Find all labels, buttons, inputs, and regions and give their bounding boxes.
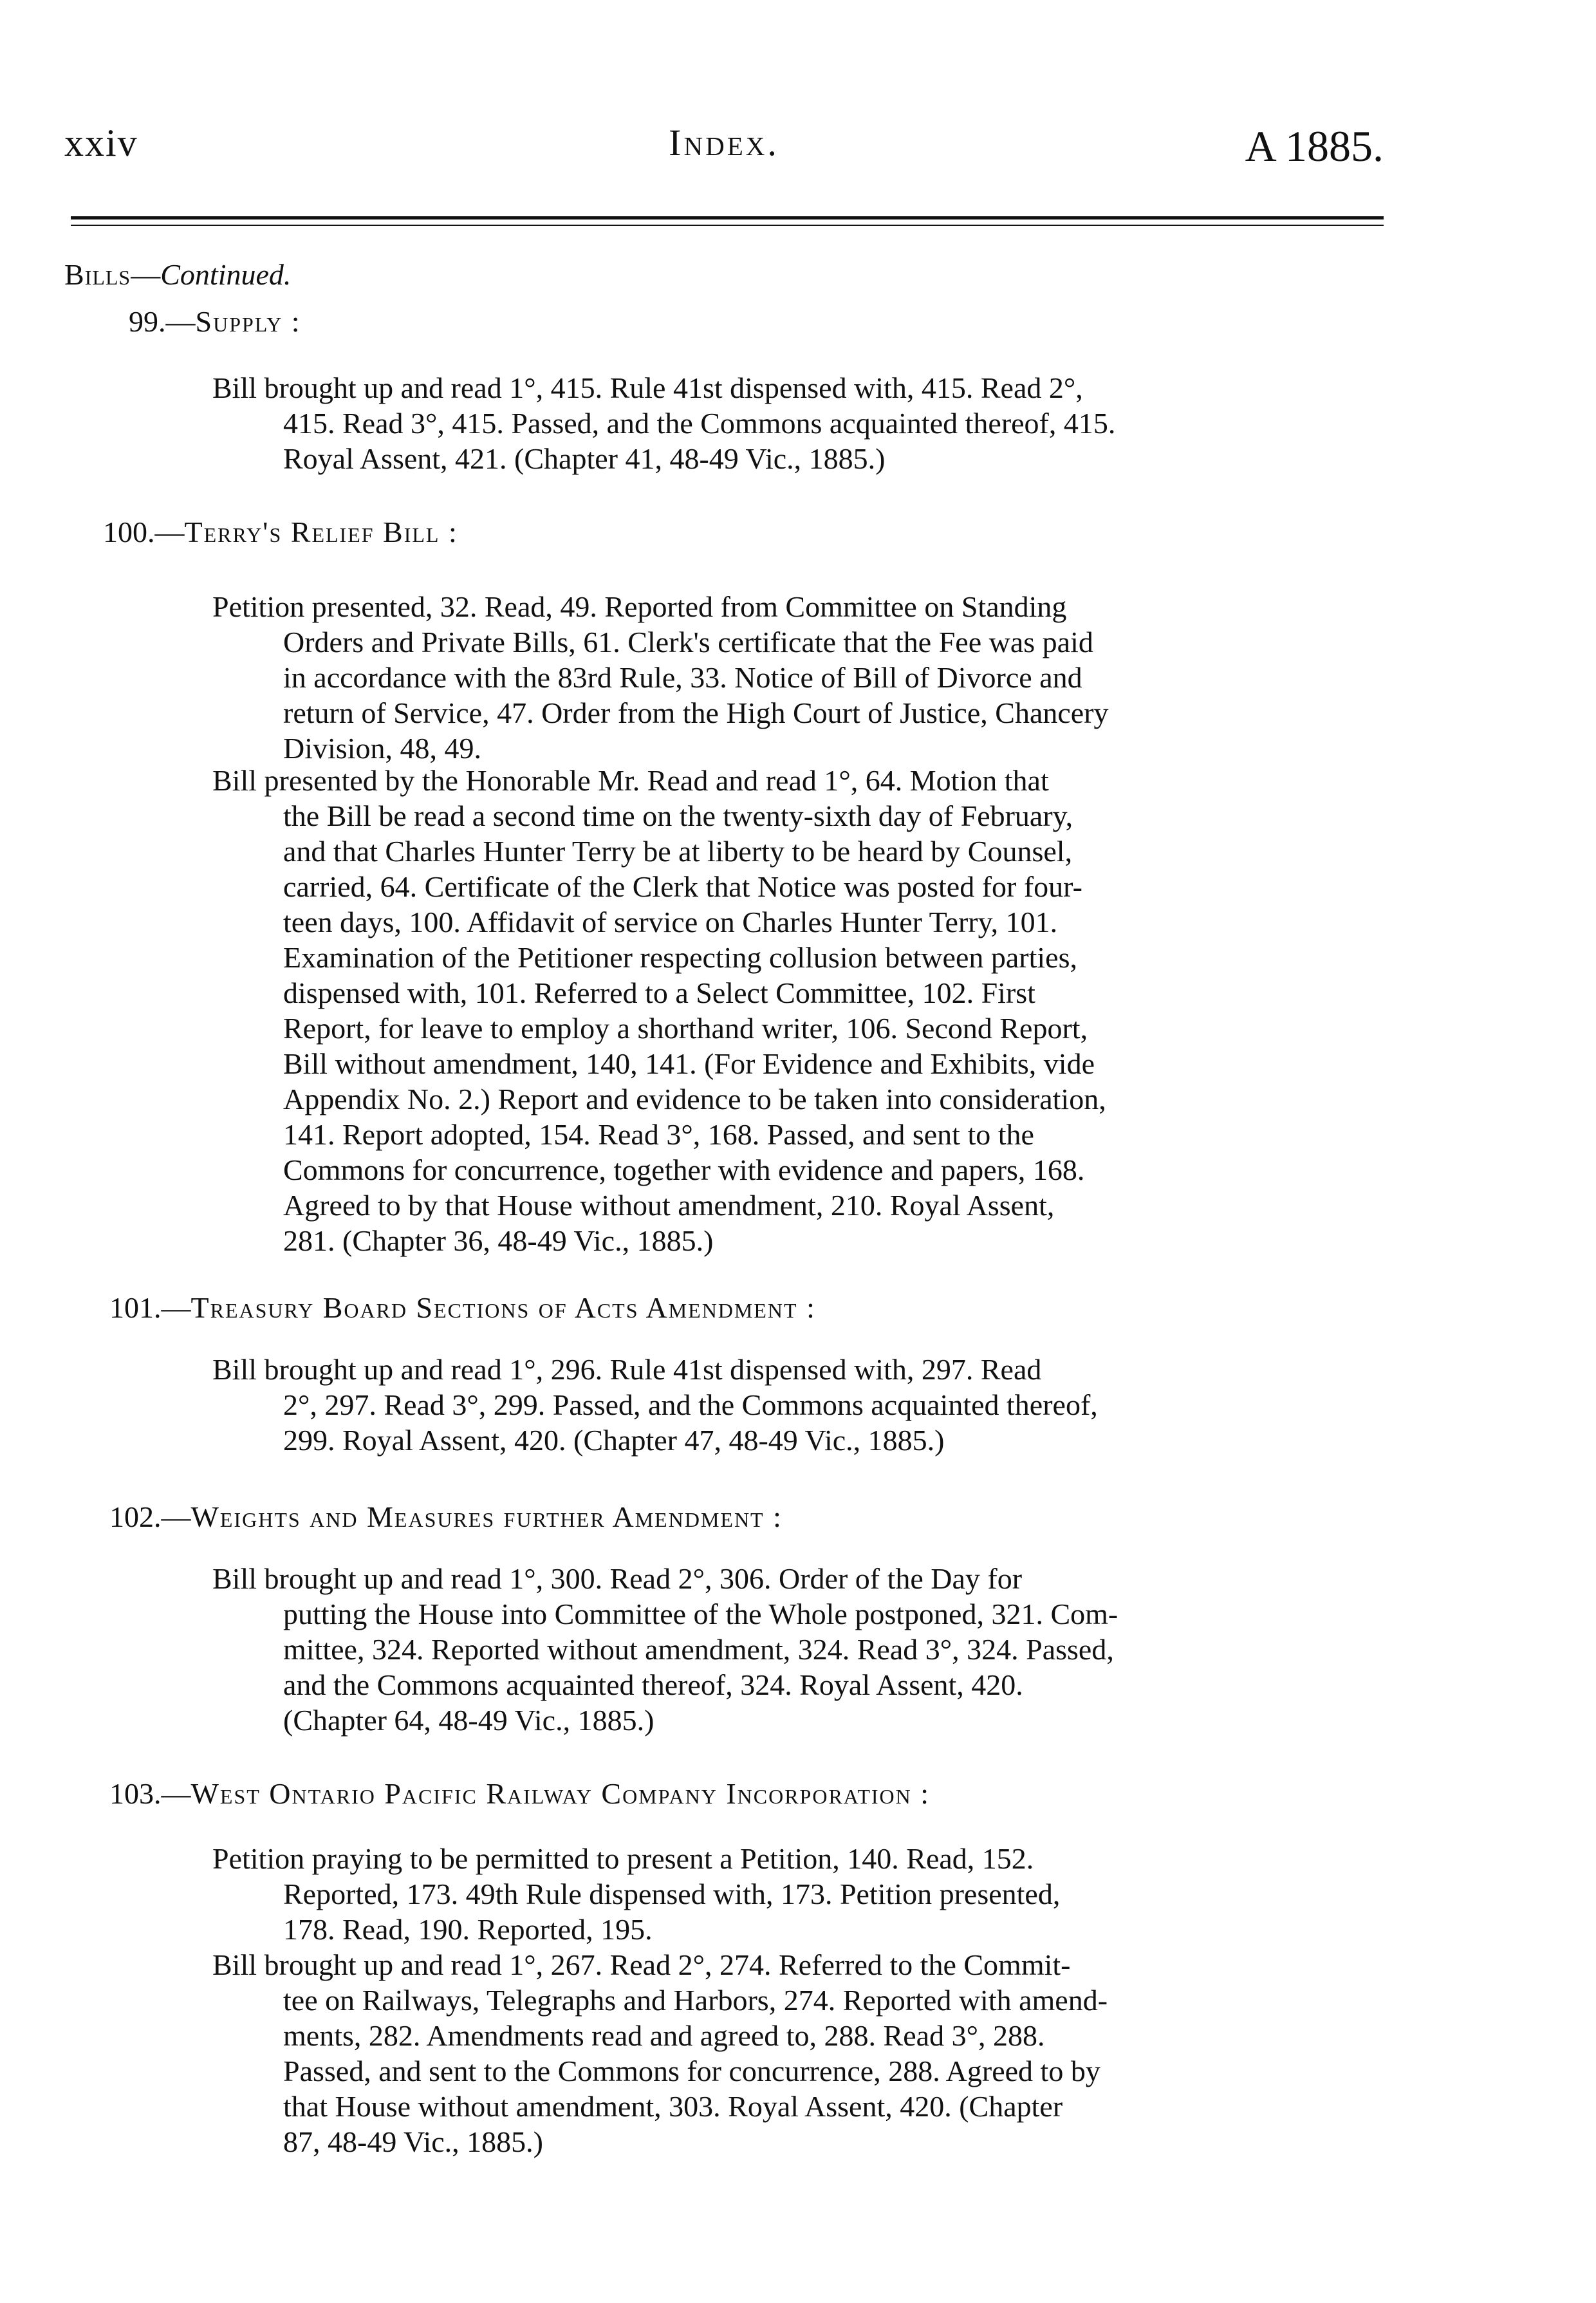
text-line: carried, 64. Certificate of the Clerk that Notice was posted for four- xyxy=(283,870,1082,903)
entry-heading xyxy=(109,1776,930,1811)
entry-number: 101.— xyxy=(109,1291,191,1324)
entry-number: 99.— xyxy=(129,305,196,338)
entry-paragraph xyxy=(212,1841,1390,1947)
text-line: 415. Read 3°, 415. Passed, and the Commons acquainted thereof, 415. xyxy=(283,407,1116,440)
text-line: return of Service, 47. Order from the High Court of Justice, Chancery xyxy=(283,696,1109,729)
header-rule-thin xyxy=(71,225,1384,226)
entry-paragraph xyxy=(212,370,1390,476)
entry-title: Treasury Board Sections of Acts Amendment : xyxy=(190,1291,816,1324)
page-header xyxy=(64,121,1384,179)
text-line: and that Charles Hunter Terry be at liberty to be heard by Counsel, xyxy=(283,835,1073,868)
text-line: 141. Report adopted, 154. Read 3°, 168. Passed, and sent to the xyxy=(283,1118,1034,1151)
page-title: Index. xyxy=(669,122,779,163)
entry-title: Supply : xyxy=(195,305,301,338)
text-line: Bill brought up and read 1°, 267. Read 2°, 274. Referred to the Commit- xyxy=(212,1948,1071,1981)
text-line: Royal Assent, 421. (Chapter 41, 48-49 Vic., 1885.) xyxy=(283,442,886,475)
text-line: in accordance with the 83rd Rule, 33. Notice of Bill of Divorce and xyxy=(283,661,1082,694)
text-line: 281. (Chapter 36, 48-49 Vic., 1885.) xyxy=(283,1224,714,1257)
text-line: tee on Railways, Telegraphs and Harbors, 274. Reported with amend- xyxy=(283,1984,1108,2017)
page-number: xxiv xyxy=(64,122,138,164)
text-line: Bill brought up and read 1°, 300. Read 2°, 306. Order of the Day for xyxy=(212,1562,1023,1595)
section-dash: — xyxy=(131,258,161,291)
text-line: Reported, 173. 49th Rule dispensed with, 173. Petition presented, xyxy=(283,1878,1061,1910)
entry-paragraph xyxy=(212,589,1390,766)
text-line: 87, 48-49 Vic., 1885.) xyxy=(283,2125,543,2158)
text-line: Bill presented by the Honorable Mr. Read and read 1°, 64. Motion that xyxy=(212,764,1049,797)
text-line: Appendix No. 2.) Report and evidence to be taken into consideration, xyxy=(283,1083,1106,1115)
text-line: Bill without amendment, 140, 141. (For Evidence and Exhibits, vide xyxy=(283,1047,1095,1080)
text-line: (Chapter 64, 48-49 Vic., 1885.) xyxy=(283,1704,654,1737)
text-line: Bill brought up and read 1°, 296. Rule 41st dispensed with, 297. Read xyxy=(212,1353,1042,1386)
text-line: Report, for leave to employ a shorthand writer, 106. Second Report, xyxy=(283,1012,1088,1045)
entry-title: West Ontario Pacific Railway Company Incorporation : xyxy=(190,1777,931,1810)
entry-paragraph xyxy=(212,1561,1390,1738)
continued-heading xyxy=(64,257,291,292)
entry-paragraph xyxy=(212,1352,1390,1458)
text-line: Examination of the Petitioner respecting collusion between parties, xyxy=(283,941,1077,974)
text-line: Agreed to by that House without amendment, 210. Royal Assent, xyxy=(283,1189,1055,1222)
text-line: the Bill be read a second time on the twenty-sixth day of February, xyxy=(283,799,1073,832)
text-line: Commons for concurrence, together with evidence and papers, 168. xyxy=(283,1153,1085,1186)
text-line: mittee, 324. Reported without amendment, 324. Read 3°, 324. Passed, xyxy=(283,1633,1114,1666)
text-line: Passed, and sent to the Commons for concurrence, 288. Agreed to by xyxy=(283,2055,1100,2087)
text-line: 2°, 297. Read 3°, 299. Passed, and the Commons acquainted thereof, xyxy=(283,1388,1098,1421)
continued-note: Continued. xyxy=(160,258,292,291)
text-line: and the Commons acquainted thereof, 324. Royal Assent, 420. xyxy=(283,1668,1023,1701)
section-name: Bills xyxy=(64,258,131,291)
entry-number: 102.— xyxy=(109,1500,191,1533)
text-line: teen days, 100. Affidavit of service on Charles Hunter Terry, 101. xyxy=(283,906,1058,938)
text-line: ments, 282. Amendments read and agreed to, 288. Read 3°, 288. xyxy=(283,2019,1045,2052)
header-rule-thick xyxy=(71,216,1384,219)
text-line: 299. Royal Assent, 420. (Chapter 47, 48-49 Vic., 1885.) xyxy=(283,1424,945,1457)
text-line: Bill brought up and read 1°, 415. Rule 41st dispensed with, 415. Read 2°, xyxy=(212,371,1083,404)
entry-heading xyxy=(109,1500,783,1534)
entry-number: 100.— xyxy=(103,516,185,548)
text-line: Orders and Private Bills, 61. Clerk's certificate that the Fee was paid xyxy=(283,626,1093,658)
entry-paragraph xyxy=(212,763,1390,1258)
entry-number: 103.— xyxy=(109,1777,191,1810)
entry-heading xyxy=(109,1291,816,1325)
entry-title: Terry's Relief Bill : xyxy=(184,516,458,548)
text-line: that House without amendment, 303. Royal Assent, 420. (Chapter xyxy=(283,2090,1063,2123)
entry-title: Weights and Measures further Amendment : xyxy=(190,1500,783,1533)
text-line: putting the House into Committee of the Whole postponed, 321. Com- xyxy=(283,1598,1118,1630)
page-year: A 1885. xyxy=(1245,122,1384,171)
text-line: dispensed with, 101. Referred to a Select Committee, 102. First xyxy=(283,976,1035,1009)
entry-heading xyxy=(103,515,458,549)
text-line: 178. Read, 190. Reported, 195. xyxy=(283,1913,653,1946)
entry-heading xyxy=(129,304,301,339)
text-line: Petition praying to be permitted to present a Petition, 140. Read, 152. xyxy=(212,1842,1034,1875)
text-line: Petition presented, 32. Read, 49. Reported from Committee on Standing xyxy=(212,590,1067,623)
text-line: Division, 48, 49. xyxy=(283,732,481,765)
entry-paragraph xyxy=(212,1947,1390,2159)
